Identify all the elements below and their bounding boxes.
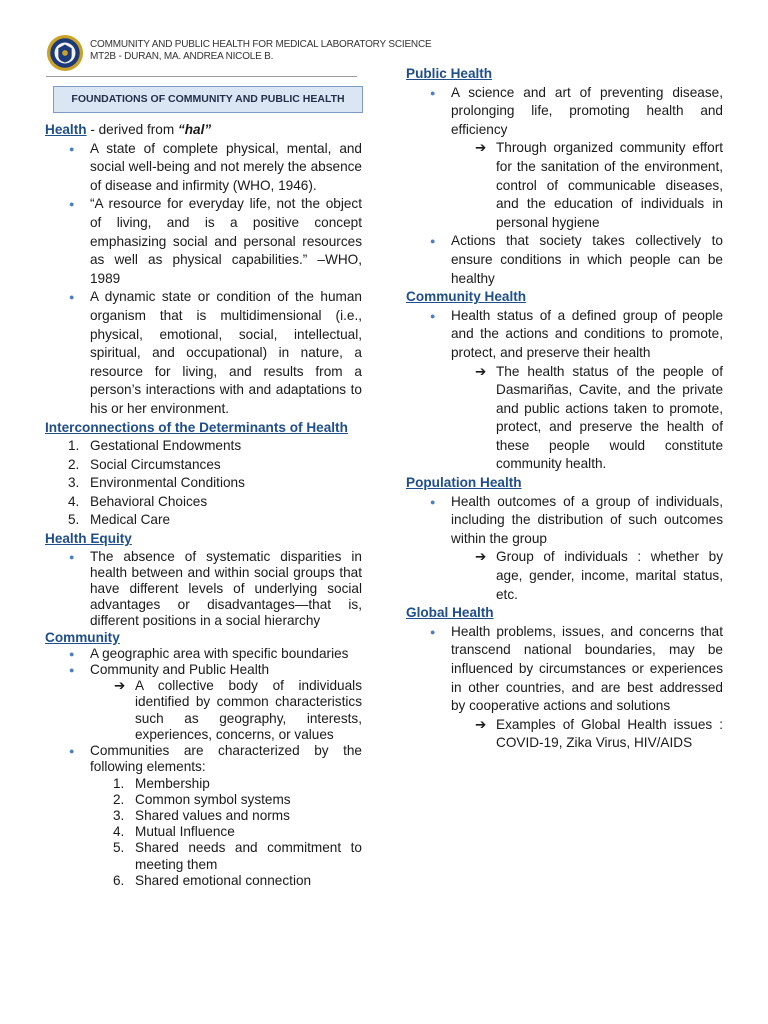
list-item: ● A dynamic state or condition of the human organism that is multidimensional (i.e., physical, emotional, social, intellectual, spiritual, and occupational) in nature, a resource for living, and results from a person’s interactions with and adaptations to his or her environment. bbox=[45, 288, 362, 418]
section-heading-health: Health bbox=[45, 122, 87, 137]
list-item: 2. Common symbol systems bbox=[113, 791, 291, 807]
author-line: MT2B - DURAN, MA. ANDREA NICOLE B. bbox=[90, 51, 274, 62]
section-heading-community-health: Community Health bbox=[406, 289, 527, 305]
list-item: 5. Medical Care bbox=[68, 512, 171, 528]
sub-list-item: ➔ The health status of the people of Dasmariñas, Cavite, and the private and public actions taken to promote, protect, and preserve the health of these people would constitute community health. bbox=[475, 363, 723, 472]
sub-list-item: ➔ Group of individuals : whether by age, gender, income, marital status, etc. bbox=[475, 549, 723, 602]
right-column bbox=[406, 65, 723, 753]
list-item: 5. Shared needs and commitment to meeting them bbox=[113, 840, 362, 872]
left-column bbox=[45, 121, 362, 889]
determinants-list bbox=[45, 437, 362, 530]
sub-list-item: ➔ A collective body of individuals identified by common characteristics such as geography, interests, experiences, concerns, or values bbox=[114, 678, 362, 742]
list-item: ● The absence of systematic disparities in health between and within social groups that have different levels of underlying social advantages or disadvantages—that is, different positions in a social hierarchy bbox=[45, 549, 362, 630]
section-heading-public-health: Public Health bbox=[406, 66, 493, 81]
list-item: 1. Membership bbox=[113, 775, 210, 791]
sub-list-item: ➔ Examples of Global Health issues : COVID-19, Zika Virus, HIV/AIDS bbox=[475, 716, 723, 751]
list-item: 3. Environmental Conditions bbox=[68, 475, 245, 491]
list-item: 4. Mutual Influence bbox=[113, 824, 235, 840]
list-item: 2. Social Circumstances bbox=[68, 456, 221, 472]
community-bullets bbox=[45, 646, 362, 889]
derived-text: - derived from bbox=[86, 122, 178, 137]
list-item: 3. Shared values and norms bbox=[113, 807, 290, 823]
list-item: 6. Shared emotional connection bbox=[113, 872, 312, 888]
list-item: ● Health problems, issues, and concerns that transcend national boundaries, may be influenced by circumstances or experiences in other countries, and are best addressed by cooperative actions and solutions bbox=[406, 623, 723, 716]
university-seal-logo bbox=[46, 34, 84, 72]
list-item: 1. Gestational Endowments bbox=[68, 438, 242, 454]
arrow-icon: ➔ bbox=[475, 363, 487, 379]
health-bullets bbox=[45, 140, 362, 419]
document-header bbox=[46, 34, 432, 78]
list-item: ● A geographic area with specific boundaries bbox=[45, 646, 362, 662]
arrow-icon: ➔ bbox=[114, 678, 126, 694]
header-text bbox=[90, 39, 431, 63]
list-item: ● Health status of a defined group of people and the actions and conditions to promote, protect, and preserve their health bbox=[406, 307, 723, 363]
arrow-icon: ➔ bbox=[475, 716, 487, 732]
arrow-icon: ➔ bbox=[475, 140, 487, 156]
derived-term: “hal” bbox=[177, 122, 212, 137]
section-heading-health-equity: Health Equity bbox=[45, 531, 132, 547]
list-item: ● “A resource for everyday life, not the object of living, and is a positive concept emphasizing social and personal resources as well as physical capabilities.” –WHO, 1989 bbox=[45, 195, 362, 288]
health-heading-line bbox=[45, 121, 362, 140]
list-item: 4. Behavioral Choices bbox=[68, 493, 208, 509]
page-title: FOUNDATIONS OF COMMUNITY AND PUBLIC HEALTH bbox=[53, 86, 363, 113]
list-item: ● Actions that society takes collectively to ensure conditions in which people can be healthy bbox=[406, 232, 723, 288]
section-heading-population-health: Population Health bbox=[406, 475, 522, 491]
section-heading-global-health: Global Health bbox=[406, 605, 494, 621]
sub-list-item: ➔ Through organized community effort for the sanitation of the environment, control of communicable diseases, and the education of individuals in personal hygiene bbox=[475, 140, 723, 230]
list-item: ● Health outcomes of a group of individuals, including the distribution of such outcomes within the group bbox=[406, 493, 723, 549]
course-title: COMMUNITY AND PUBLIC HEALTH FOR MEDICAL LABORATORY SCIENCE bbox=[90, 39, 432, 50]
section-heading-community: Community bbox=[45, 629, 120, 645]
list-item: ● Communities are characterized by the following elements: bbox=[45, 743, 362, 775]
section-heading-determinants: Interconnections of the Determinants of Health bbox=[45, 419, 348, 435]
list-item: ● Community and Public Health bbox=[45, 662, 362, 678]
list-item: ● A state of complete physical, mental, and social well-being and not merely the absence of disease and infirmity (WHO, 1946). bbox=[45, 140, 362, 196]
header-divider bbox=[46, 76, 357, 77]
list-item: ● A science and art of preventing disease, prolonging life, promoting health and efficiency bbox=[406, 84, 723, 140]
arrow-icon: ➔ bbox=[475, 549, 487, 565]
